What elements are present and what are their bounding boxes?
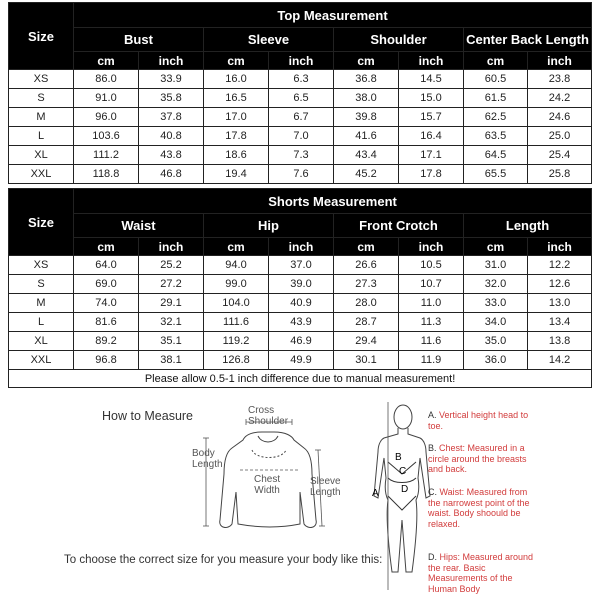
value-cell: 12.2 bbox=[528, 256, 592, 275]
shorts-table-title: Shorts Measurement bbox=[74, 189, 592, 214]
unit-header: cm bbox=[74, 52, 139, 70]
legend-d: D. Hips: Measured around the rear. Basic Measurements of the Human Body bbox=[428, 552, 534, 594]
value-cell: 33.0 bbox=[464, 294, 528, 313]
value-cell: 119.2 bbox=[204, 332, 269, 351]
value-cell: 99.0 bbox=[204, 275, 269, 294]
unit-header: cm bbox=[74, 238, 139, 256]
value-cell: 89.2 bbox=[74, 332, 139, 351]
cross-shoulder-label: Cross Shoulder bbox=[248, 405, 289, 427]
legend-a: A. Vertical height head to toe. bbox=[428, 410, 529, 431]
value-cell: 30.1 bbox=[334, 351, 399, 370]
value-cell: 37.8 bbox=[139, 108, 204, 127]
value-cell: 81.6 bbox=[74, 313, 139, 332]
value-cell: 25.0 bbox=[528, 127, 592, 146]
unit-header: inch bbox=[269, 238, 334, 256]
value-cell: 36.8 bbox=[334, 70, 399, 89]
value-cell: 24.2 bbox=[528, 89, 592, 108]
size-column-header: Size bbox=[9, 189, 74, 256]
unit-header: cm bbox=[334, 238, 399, 256]
body-length-label: Body Length bbox=[192, 448, 223, 470]
how-to-measure-title: How to Measure bbox=[102, 409, 194, 423]
value-cell: 13.8 bbox=[528, 332, 592, 351]
value-cell: 34.0 bbox=[464, 313, 528, 332]
shoulder-header: Shoulder bbox=[334, 28, 464, 52]
marker-a: A bbox=[372, 488, 379, 499]
marker-b: B bbox=[395, 452, 402, 463]
value-cell: 37.0 bbox=[269, 256, 334, 275]
length-header: Length bbox=[464, 214, 592, 238]
value-cell: 103.6 bbox=[74, 127, 139, 146]
value-cell: 11.9 bbox=[399, 351, 464, 370]
value-cell: 39.0 bbox=[269, 275, 334, 294]
value-cell: 15.7 bbox=[399, 108, 464, 127]
value-cell: 14.5 bbox=[399, 70, 464, 89]
size-cell: M bbox=[9, 108, 74, 127]
table-row bbox=[9, 89, 592, 108]
value-cell: 65.5 bbox=[464, 165, 528, 184]
value-cell: 36.0 bbox=[464, 351, 528, 370]
value-cell: 32.0 bbox=[464, 275, 528, 294]
size-cell: XXL bbox=[9, 165, 74, 184]
value-cell: 35.8 bbox=[139, 89, 204, 108]
size-cell: S bbox=[9, 89, 74, 108]
value-cell: 111.6 bbox=[204, 313, 269, 332]
table-row bbox=[9, 127, 592, 146]
value-cell: 104.0 bbox=[204, 294, 269, 313]
value-cell: 38.1 bbox=[139, 351, 204, 370]
value-cell: 64.0 bbox=[74, 256, 139, 275]
size-cell: M bbox=[9, 294, 74, 313]
value-cell: 38.0 bbox=[334, 89, 399, 108]
value-cell: 33.9 bbox=[139, 70, 204, 89]
marker-c: C bbox=[399, 466, 407, 477]
value-cell: 13.4 bbox=[528, 313, 592, 332]
value-cell: 40.9 bbox=[269, 294, 334, 313]
value-cell: 126.8 bbox=[204, 351, 269, 370]
unit-header: cm bbox=[464, 52, 528, 70]
value-cell: 91.0 bbox=[74, 89, 139, 108]
how-to-measure-panel bbox=[0, 392, 600, 600]
unit-header: inch bbox=[528, 238, 592, 256]
waist-header: Waist bbox=[74, 214, 204, 238]
value-cell: 39.8 bbox=[334, 108, 399, 127]
value-cell: 46.8 bbox=[139, 165, 204, 184]
size-cell: XL bbox=[9, 146, 74, 165]
value-cell: 7.6 bbox=[269, 165, 334, 184]
value-cell: 86.0 bbox=[74, 70, 139, 89]
sleeve-length-label: Sleeve Length bbox=[310, 476, 341, 498]
value-cell: 28.7 bbox=[334, 313, 399, 332]
value-cell: 118.8 bbox=[74, 165, 139, 184]
sleeve-header: Sleeve bbox=[204, 28, 334, 52]
value-cell: 11.0 bbox=[399, 294, 464, 313]
value-cell: 94.0 bbox=[204, 256, 269, 275]
value-cell: 43.8 bbox=[139, 146, 204, 165]
size-cell: XS bbox=[9, 70, 74, 89]
table-row bbox=[9, 294, 592, 313]
value-cell: 7.0 bbox=[269, 127, 334, 146]
value-cell: 64.5 bbox=[464, 146, 528, 165]
value-cell: 28.0 bbox=[334, 294, 399, 313]
value-cell: 14.2 bbox=[528, 351, 592, 370]
value-cell: 17.8 bbox=[399, 165, 464, 184]
shorts-unit-row bbox=[9, 238, 592, 256]
table-row bbox=[9, 108, 592, 127]
unit-header: cm bbox=[334, 52, 399, 70]
center-back-length-header: Center Back Length bbox=[464, 28, 592, 52]
hip-header: Hip bbox=[204, 214, 334, 238]
size-cell: XL bbox=[9, 332, 74, 351]
unit-header: inch bbox=[399, 238, 464, 256]
value-cell: 10.7 bbox=[399, 275, 464, 294]
value-cell: 11.3 bbox=[399, 313, 464, 332]
top-measurement-table bbox=[8, 2, 592, 184]
choose-size-instruction: To choose the correct size for you measure your body like this: bbox=[64, 554, 383, 566]
value-cell: 16.4 bbox=[399, 127, 464, 146]
value-cell: 31.0 bbox=[464, 256, 528, 275]
value-cell: 46.9 bbox=[269, 332, 334, 351]
table-row bbox=[9, 275, 592, 294]
value-cell: 13.0 bbox=[528, 294, 592, 313]
value-cell: 6.7 bbox=[269, 108, 334, 127]
value-cell: 63.5 bbox=[464, 127, 528, 146]
value-cell: 25.4 bbox=[528, 146, 592, 165]
unit-header: inch bbox=[139, 52, 204, 70]
unit-header: cm bbox=[204, 238, 269, 256]
unit-header: inch bbox=[399, 52, 464, 70]
unit-header: cm bbox=[204, 52, 269, 70]
value-cell: 62.5 bbox=[464, 108, 528, 127]
top-unit-row bbox=[9, 52, 592, 70]
unit-header: inch bbox=[528, 52, 592, 70]
value-cell: 41.6 bbox=[334, 127, 399, 146]
value-cell: 43.9 bbox=[269, 313, 334, 332]
value-cell: 35.1 bbox=[139, 332, 204, 351]
size-cell: S bbox=[9, 275, 74, 294]
top-table-title: Top Measurement bbox=[74, 3, 592, 28]
bust-header: Bust bbox=[74, 28, 204, 52]
table-row bbox=[9, 332, 592, 351]
value-cell: 27.2 bbox=[139, 275, 204, 294]
table-row bbox=[9, 165, 592, 184]
value-cell: 27.3 bbox=[334, 275, 399, 294]
value-cell: 29.4 bbox=[334, 332, 399, 351]
size-cell: XS bbox=[9, 256, 74, 275]
value-cell: 23.8 bbox=[528, 70, 592, 89]
unit-header: cm bbox=[464, 238, 528, 256]
value-cell: 17.0 bbox=[204, 108, 269, 127]
value-cell: 24.6 bbox=[528, 108, 592, 127]
value-cell: 6.3 bbox=[269, 70, 334, 89]
legend-b: B. Chest: Measured in a circle around the breasts and back. bbox=[428, 443, 527, 474]
value-cell: 26.6 bbox=[334, 256, 399, 275]
value-cell: 96.0 bbox=[74, 108, 139, 127]
value-cell: 11.6 bbox=[399, 332, 464, 351]
value-cell: 18.6 bbox=[204, 146, 269, 165]
chest-width-label: Chest Width bbox=[254, 474, 281, 496]
measurement-note: Please allow 0.5-1 inch difference due to manual measurement! bbox=[9, 370, 592, 388]
value-cell: 10.5 bbox=[399, 256, 464, 275]
value-cell: 40.8 bbox=[139, 127, 204, 146]
value-cell: 17.1 bbox=[399, 146, 464, 165]
shorts-measurement-table bbox=[8, 188, 592, 388]
value-cell: 43.4 bbox=[334, 146, 399, 165]
value-cell: 60.5 bbox=[464, 70, 528, 89]
table-row bbox=[9, 146, 592, 165]
size-cell: L bbox=[9, 313, 74, 332]
value-cell: 25.2 bbox=[139, 256, 204, 275]
size-cell: L bbox=[9, 127, 74, 146]
value-cell: 61.5 bbox=[464, 89, 528, 108]
value-cell: 25.8 bbox=[528, 165, 592, 184]
unit-header: inch bbox=[139, 238, 204, 256]
value-cell: 111.2 bbox=[74, 146, 139, 165]
value-cell: 74.0 bbox=[74, 294, 139, 313]
table-row bbox=[9, 256, 592, 275]
value-cell: 7.3 bbox=[269, 146, 334, 165]
value-cell: 29.1 bbox=[139, 294, 204, 313]
value-cell: 45.2 bbox=[334, 165, 399, 184]
value-cell: 69.0 bbox=[74, 275, 139, 294]
value-cell: 17.8 bbox=[204, 127, 269, 146]
value-cell: 16.5 bbox=[204, 89, 269, 108]
table-row bbox=[9, 70, 592, 89]
table-row bbox=[9, 351, 592, 370]
front-crotch-header: Front Crotch bbox=[334, 214, 464, 238]
value-cell: 15.0 bbox=[399, 89, 464, 108]
value-cell: 19.4 bbox=[204, 165, 269, 184]
value-cell: 35.0 bbox=[464, 332, 528, 351]
marker-d: D bbox=[401, 484, 409, 495]
value-cell: 12.6 bbox=[528, 275, 592, 294]
size-column-header: Size bbox=[9, 3, 74, 70]
legend-c: C. Waist: Measured from the narrowest point of the waist. Body shoould be relaxed. bbox=[428, 487, 530, 529]
value-cell: 32.1 bbox=[139, 313, 204, 332]
value-cell: 6.5 bbox=[269, 89, 334, 108]
size-cell: XXL bbox=[9, 351, 74, 370]
value-cell: 16.0 bbox=[204, 70, 269, 89]
value-cell: 49.9 bbox=[269, 351, 334, 370]
table-row bbox=[9, 313, 592, 332]
value-cell: 96.8 bbox=[74, 351, 139, 370]
unit-header: inch bbox=[269, 52, 334, 70]
